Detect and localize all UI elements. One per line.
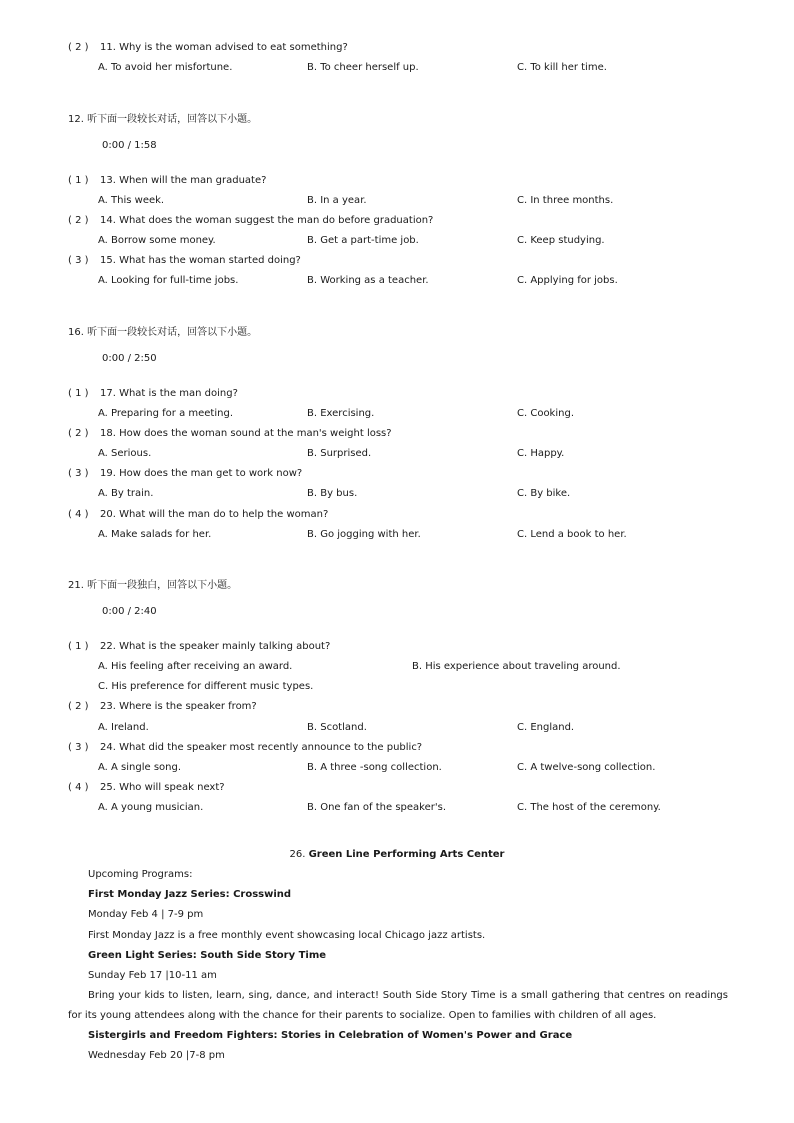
question-text: 22. What is the speaker mainly talking about? — [100, 641, 331, 652]
option-a: A. To avoid her misfortune. — [98, 62, 233, 73]
option-a: A. Ireland. — [98, 722, 149, 733]
option-b: B. Get a part-time job. — [307, 235, 419, 246]
question-text: 14. What does the woman suggest the man do before graduation? — [100, 215, 434, 226]
question-text: 13. When will the man graduate? — [100, 175, 267, 186]
option-c: C. Happy. — [517, 448, 565, 459]
question-text: 11. Why is the woman advised to eat something? — [100, 42, 348, 53]
question-text: 25. Who will speak next? — [100, 782, 225, 793]
passage-title: Green Line Performing Arts Center — [308, 849, 505, 860]
question-number: ( 3 ) — [68, 255, 89, 266]
program-description: First Monday Jazz is a free monthly event showcasing local Chicago jazz artists. — [88, 930, 486, 941]
audio-player-time[interactable]: 0:00 / 1:58 — [102, 140, 157, 151]
audio-player-time[interactable]: 0:00 / 2:40 — [102, 606, 157, 617]
option-a: A. This week. — [98, 195, 165, 206]
option-b: B. One fan of the speaker's. — [307, 802, 447, 813]
option-a: A. A young musician. — [98, 802, 204, 813]
question-number: ( 2 ) — [68, 42, 89, 53]
passage-intro: Upcoming Programs: — [88, 869, 193, 880]
question-text: 24. What did the speaker most recently announce to the public? — [100, 742, 423, 753]
passage-heading — [0, 849, 794, 860]
option-c: C. Keep studying. — [517, 235, 605, 246]
option-b: B. To cheer herself up. — [307, 62, 419, 73]
question-text: 19. How does the man get to work now? — [100, 468, 303, 479]
program-title: First Monday Jazz Series: Crosswind — [88, 889, 292, 900]
option-c: C. The host of the ceremony. — [517, 802, 661, 813]
option-b: B. A three -song collection. — [307, 762, 442, 773]
audio-player-time[interactable]: 0:00 / 2:50 — [102, 353, 157, 364]
program-title: Sistergirls and Freedom Fighters: Stories in Celebration of Women's Power and Grace — [88, 1030, 573, 1041]
question-number: ( 4 ) — [68, 782, 89, 793]
option-b: B. By bus. — [307, 488, 358, 499]
option-c: C. Lend a book to her. — [517, 529, 627, 540]
option-b: B. In a year. — [307, 195, 367, 206]
option-c: C. Cooking. — [517, 408, 574, 419]
question-text: 20. What will the man do to help the woman? — [100, 509, 329, 520]
option-a: A. Looking for full-time jobs. — [98, 275, 239, 286]
question-text: 18. How does the woman sound at the man's weight loss? — [100, 428, 392, 439]
section-heading: 16. 听下面一段较长对话，回答以下小题。 — [68, 327, 258, 338]
option-b: B. Exercising. — [307, 408, 375, 419]
question-number: ( 2 ) — [68, 701, 89, 712]
question-number: ( 2 ) — [68, 428, 89, 439]
question-text: 23. Where is the speaker from? — [100, 701, 257, 712]
program-description: Bring your kids to listen, learn, sing, dance, and interact! South Side Story Time is a small gathering that centres on readings for its young attendees along with the chance for their parents to socialize. Open to families with children of all ages. — [68, 990, 728, 1021]
question-number: ( 1 ) — [68, 175, 89, 186]
option-b: B. His experience about traveling around. — [412, 661, 621, 672]
question-number: ( 2 ) — [68, 215, 89, 226]
section-heading: 12. 听下面一段较长对话，回答以下小题。 — [68, 114, 258, 125]
question-text: 15. What has the woman started doing? — [100, 255, 301, 266]
option-a: A. Make salads for her. — [98, 529, 212, 540]
option-b: B. Go jogging with her. — [307, 529, 421, 540]
program-time: Sunday Feb 17 |10-11 am — [88, 970, 217, 981]
option-c: C. His preference for different music types. — [98, 681, 314, 692]
option-a: A. Preparing for a meeting. — [98, 408, 233, 419]
section-heading: 21. 听下面一段独白，回答以下小题。 — [68, 580, 238, 591]
option-a: A. Serious. — [98, 448, 152, 459]
option-a: A. By train. — [98, 488, 154, 499]
question-number: ( 3 ) — [68, 742, 89, 753]
option-b: B. Scotland. — [307, 722, 367, 733]
question-number: ( 4 ) — [68, 509, 89, 520]
option-c: C. In three months. — [517, 195, 614, 206]
question-number: ( 1 ) — [68, 641, 89, 652]
option-b: B. Working as a teacher. — [307, 275, 429, 286]
option-c: C. England. — [517, 722, 575, 733]
option-b: B. Surprised. — [307, 448, 372, 459]
option-c: C. By bike. — [517, 488, 571, 499]
question-number: ( 1 ) — [68, 388, 89, 399]
option-a: A. Borrow some money. — [98, 235, 216, 246]
option-c: C. To kill her time. — [517, 62, 607, 73]
option-a: A. His feeling after receiving an award. — [98, 661, 293, 672]
program-time: Wednesday Feb 20 |7-8 pm — [88, 1050, 225, 1061]
question-text: 17. What is the man doing? — [100, 388, 238, 399]
passage-number: 26. — [289, 849, 306, 860]
option-c: C. A twelve-song collection. — [517, 762, 656, 773]
option-c: C. Applying for jobs. — [517, 275, 618, 286]
program-time: Monday Feb 4 | 7-9 pm — [88, 909, 204, 920]
option-a: A. A single song. — [98, 762, 182, 773]
program-title: Green Light Series: South Side Story Time — [88, 950, 327, 961]
question-number: ( 3 ) — [68, 468, 89, 479]
